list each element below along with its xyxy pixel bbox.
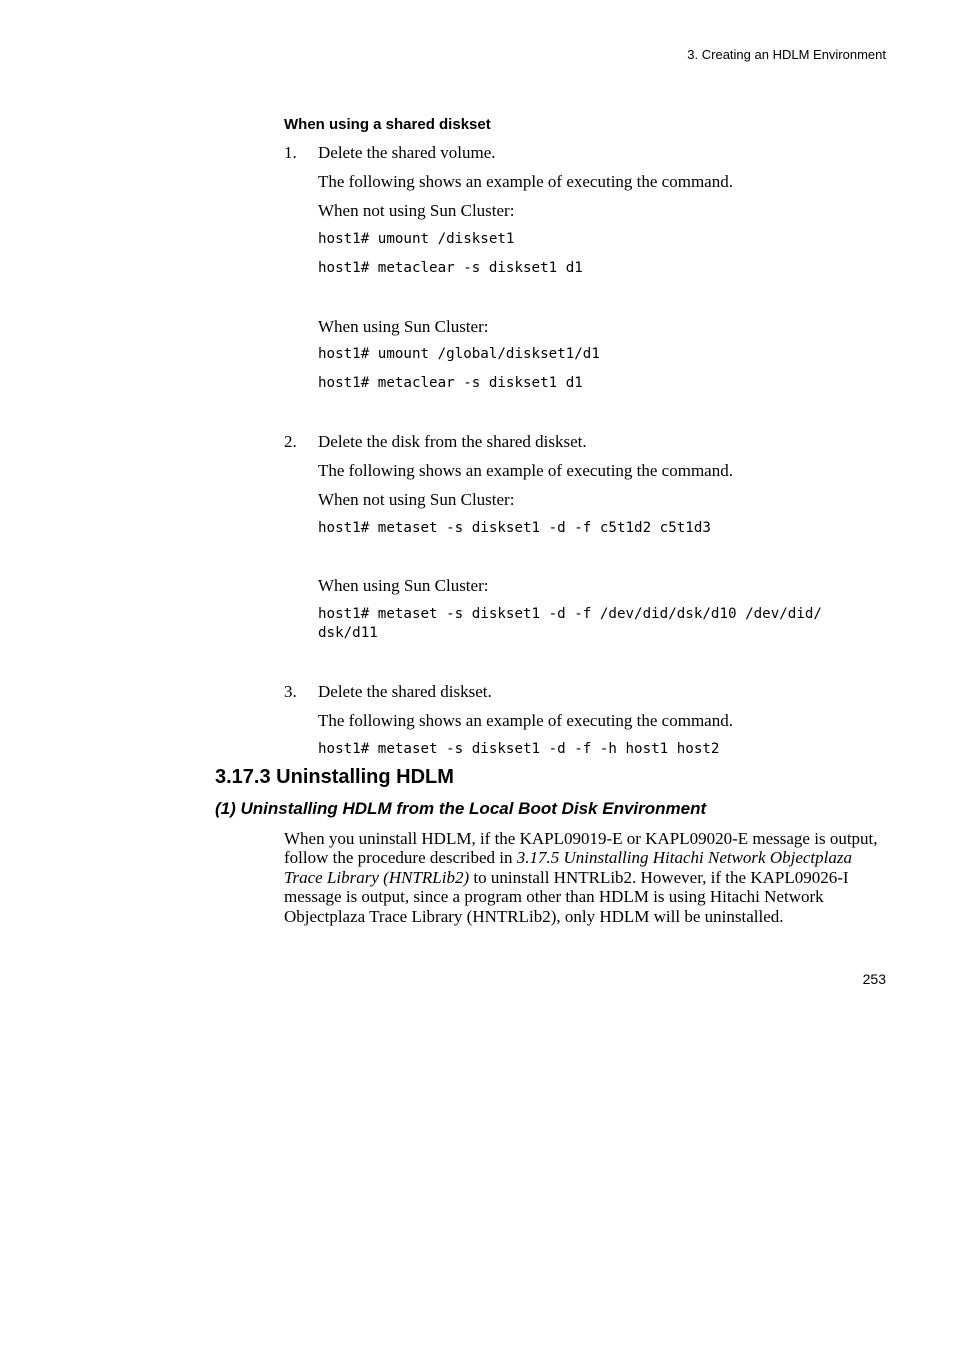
step-2-title: Delete the disk from the shared diskset. (318, 432, 587, 451)
step-1-number: 1. (284, 143, 297, 162)
step-2-number: 2. (284, 432, 297, 451)
step-1-not-sun-command-1: host1# umount /diskset1 (318, 231, 515, 247)
step-1-not-sun-label: When not using Sun Cluster: (318, 201, 515, 220)
page-number: 253 (862, 971, 886, 987)
step-2-intro: The following shows an example of executing the command. (318, 461, 733, 480)
step-3-command-1: host1# metaset -s diskset1 -d -f -h host1 host2 (318, 741, 720, 757)
step-2-not-sun-label: When not using Sun Cluster: (318, 490, 515, 509)
step-3-title: Delete the shared diskset. (318, 682, 492, 701)
step-2-sun-command-1: host1# metaset -s diskset1 -d -f /dev/did/dsk/d10 /dev/did/ (318, 606, 822, 622)
step-1-sun-command-2: host1# metaclear -s diskset1 d1 (318, 375, 583, 391)
step-1-sun-label: When using Sun Cluster: (318, 317, 489, 336)
section-heading: 3.17.3 Uninstalling HDLM (215, 766, 454, 788)
step-1-not-sun-command-2: host1# metaclear -s diskset1 d1 (318, 260, 583, 276)
body-paragraph (284, 829, 889, 926)
paragraph-text-part-1: When you uninstall HDLM, if the KAPL09019-E or KAPL09020-E message is output, follow the procedure described in (284, 829, 878, 868)
step-2-sun-command-2: dsk/d11 (318, 625, 378, 641)
step-3-number: 3. (284, 682, 297, 701)
step-3-intro: The following shows an example of executing the command. (318, 711, 733, 730)
step-1-title: Delete the shared volume. (318, 143, 496, 162)
step-2-sun-label: When using Sun Cluster: (318, 576, 489, 595)
step-1-sun-command-1: host1# umount /global/diskset1/d1 (318, 346, 600, 362)
subsection-heading: (1) Uninstalling HDLM from the Local Boot Disk Environment (215, 799, 707, 818)
step-2-not-sun-command-1: host1# metaset -s diskset1 -d -f c5t1d2 c5t1d3 (318, 520, 711, 536)
cross-reference-link[interactable]: 3.17.5 Uninstalling Hitachi Network Objectplaza Trace Library (HNTRLib2) (284, 848, 852, 887)
running-header: 3. Creating an HDLM Environment (687, 47, 886, 62)
paragraph-text-part-2: to uninstall HNTRLib2. However, if the KAPL09026-I message is output, since a program other than HDLM is using Hitachi Network Objectplaza Trace Library (HNTRLib2), only HDLM will be uninstalled. (284, 867, 849, 926)
step-1-intro: The following shows an example of executing the command. (318, 172, 733, 191)
subheading-shared-diskset: When using a shared diskset (284, 116, 491, 133)
